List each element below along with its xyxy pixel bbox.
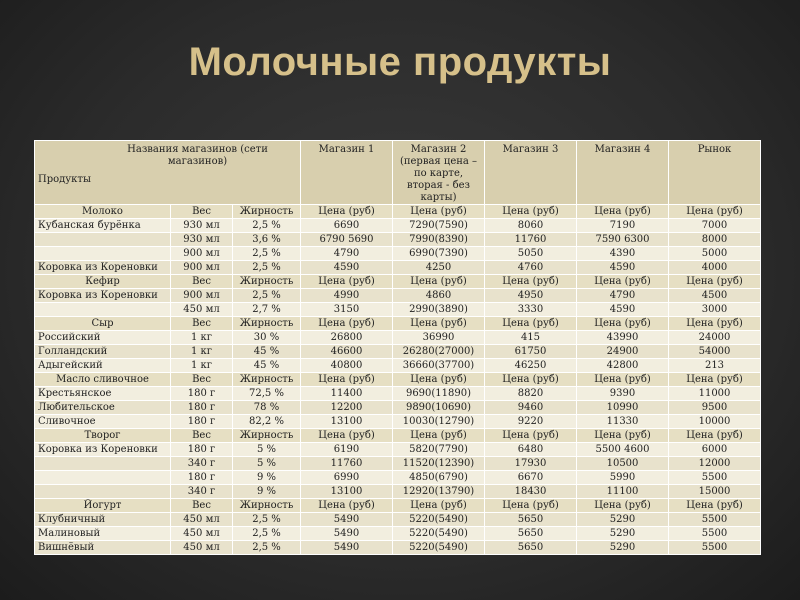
table-cell: 5500 [669,513,761,527]
table-cell: Цена (руб) [301,429,393,443]
product-name: Клубничный [35,513,171,527]
table-cell: 2,5 % [233,541,301,555]
table-cell: 6190 [301,443,393,457]
table-cell: 180 г [171,471,233,485]
table-cell: 930 мл [171,233,233,247]
table-cell: 6670 [485,471,577,485]
table-cell: Цена (руб) [393,373,485,387]
table-cell: Цена (руб) [301,499,393,513]
table-cell: 900 мл [171,247,233,261]
category-row [35,373,761,387]
table-cell: Цена (руб) [301,205,393,219]
table-cell: Вес [171,317,233,331]
table-row [35,303,761,317]
table-cell: Цена (руб) [393,499,485,513]
table-cell: 46600 [301,345,393,359]
header-corner [35,141,301,205]
category-name: Йогурт [35,499,171,513]
table-cell: 45 % [233,345,301,359]
product-name: Крестьянское [35,387,171,401]
product-name: Коровка из Кореновки [35,289,171,303]
table-cell: 5650 [485,541,577,555]
header-shops-label: Названия магазинов (сети магазинов) [127,144,268,167]
table-cell: 3150 [301,303,393,317]
table-cell: 4500 [669,289,761,303]
table-cell: 7190 [577,219,669,233]
table-cell: Цена (руб) [577,373,669,387]
table-cell: 213 [669,359,761,373]
table-cell: 12000 [669,457,761,471]
table-cell: 4590 [577,261,669,275]
table-cell: Жирность [233,499,301,513]
table-cell: Цена (руб) [301,373,393,387]
table-cell: Цена (руб) [669,317,761,331]
table-cell: 18430 [485,485,577,499]
table-row [35,457,761,471]
table-cell: 5290 [577,541,669,555]
table-cell: 7590 6300 [577,233,669,247]
category-name: Сыр [35,317,171,331]
table-cell: Цена (руб) [577,275,669,289]
table-cell: 78 % [233,401,301,415]
table-cell: 12200 [301,401,393,415]
table-cell: 5220(5490) [393,513,485,527]
table-cell: 2,5 % [233,219,301,233]
table-row [35,513,761,527]
table-cell: 5500 [669,527,761,541]
table-cell: 12920(13790) [393,485,485,499]
table-row [35,289,761,303]
table-row [35,247,761,261]
table-cell: 4760 [485,261,577,275]
product-name: Коровка из Кореновки [35,443,171,457]
table-cell: 2,5 % [233,261,301,275]
table-cell: 3,6 % [233,233,301,247]
table-cell: 5490 [301,527,393,541]
table-cell: Цена (руб) [485,429,577,443]
table-row [35,527,761,541]
table-cell: 930 мл [171,219,233,233]
table-cell: 11760 [485,233,577,247]
table-cell: 5490 [301,541,393,555]
table-cell: Цена (руб) [485,275,577,289]
table-cell: 1 кг [171,359,233,373]
category-row [35,275,761,289]
table-cell: Цена (руб) [485,499,577,513]
product-name: Кубанская бурёнка [35,219,171,233]
table-cell: 900 мл [171,289,233,303]
table-cell: 36660(37700) [393,359,485,373]
table-row [35,415,761,429]
table-cell: Цена (руб) [485,373,577,387]
header-store-3: Магазин 3 [485,141,577,205]
table-cell: 13100 [301,485,393,499]
table-cell: 5650 [485,527,577,541]
product-name: Любительское [35,401,171,415]
table-cell: Цена (руб) [577,317,669,331]
table-row [35,359,761,373]
table-cell: 4790 [301,247,393,261]
table-cell: 9890(10690) [393,401,485,415]
table-cell: Цена (руб) [669,275,761,289]
table-cell: Жирность [233,429,301,443]
table-cell: Цена (руб) [393,429,485,443]
table-cell: 9 % [233,471,301,485]
product-name: Сливочное [35,415,171,429]
table-cell: 180 г [171,443,233,457]
table-cell: 340 г [171,457,233,471]
table-cell: 10000 [669,415,761,429]
category-row [35,429,761,443]
table-cell: 5050 [485,247,577,261]
product-name [35,485,171,499]
table-cell: 1 кг [171,331,233,345]
table-cell: 26280(27000) [393,345,485,359]
table-cell: 2,5 % [233,289,301,303]
header-store-4: Магазин 4 [577,141,669,205]
table-cell: 2,5 % [233,247,301,261]
table-cell: Цена (руб) [669,205,761,219]
table-cell: 5650 [485,513,577,527]
table-cell: Цена (руб) [393,317,485,331]
category-row [35,205,761,219]
table-cell: 415 [485,331,577,345]
table-cell: 26800 [301,331,393,345]
table-cell: Жирность [233,373,301,387]
table-cell: 4000 [669,261,761,275]
table-cell: 9500 [669,401,761,415]
table-cell: Цена (руб) [485,317,577,331]
product-name [35,457,171,471]
table-cell: 2990(3890) [393,303,485,317]
table-cell: 5490 [301,513,393,527]
table-cell: 54000 [669,345,761,359]
table-cell: 6790 5690 [301,233,393,247]
product-name [35,247,171,261]
table-cell: 3330 [485,303,577,317]
table-body [35,205,761,555]
product-name [35,303,171,317]
table-cell: 5500 [669,541,761,555]
table-cell: 7990(8390) [393,233,485,247]
table-cell: 5000 [669,247,761,261]
table-cell: 900 мл [171,261,233,275]
table-cell: Цена (руб) [669,373,761,387]
table-row [35,219,761,233]
table-cell: 42800 [577,359,669,373]
table-cell: 2,5 % [233,527,301,541]
table-cell: 61750 [485,345,577,359]
table-cell: Цена (руб) [577,429,669,443]
category-name: Творог [35,429,171,443]
table-cell: 72,5 % [233,387,301,401]
table-cell: 180 г [171,387,233,401]
table-cell: 5500 [669,471,761,485]
product-name: Адыгейский [35,359,171,373]
table-cell: 5820(7790) [393,443,485,457]
table-row [35,345,761,359]
table-cell: Жирность [233,205,301,219]
table-cell: Цена (руб) [485,205,577,219]
table-row [35,485,761,499]
table-cell: 4590 [577,303,669,317]
table-cell: 10990 [577,401,669,415]
table-cell: 4790 [577,289,669,303]
table-row [35,541,761,555]
product-name: Российский [35,331,171,345]
table-cell: 24900 [577,345,669,359]
table-cell: 45 % [233,359,301,373]
table-cell: 30 % [233,331,301,345]
table-cell: 11000 [669,387,761,401]
table-cell: 340 г [171,485,233,499]
table-cell: Цена (руб) [393,275,485,289]
table-cell: 5290 [577,527,669,541]
product-name [35,471,171,485]
price-table-container [34,140,761,555]
table-cell: 40800 [301,359,393,373]
table-row [35,331,761,345]
table-cell: 17930 [485,457,577,471]
table-cell: 36990 [393,331,485,345]
table-cell: 9690(11890) [393,387,485,401]
table-cell: Вес [171,205,233,219]
table-cell: 5990 [577,471,669,485]
category-row [35,317,761,331]
product-name: Малиновый [35,527,171,541]
table-cell: 24000 [669,331,761,345]
table-cell: 4950 [485,289,577,303]
header-store-2: Магазин 2 (первая цена – по карте, вторая - без карты) [393,141,485,205]
table-cell: 5220(5490) [393,541,485,555]
table-cell: 11100 [577,485,669,499]
table-cell: 4850(6790) [393,471,485,485]
table-cell: 7000 [669,219,761,233]
table-cell: Цена (руб) [669,429,761,443]
table-cell: 180 г [171,401,233,415]
table-cell: 13100 [301,415,393,429]
table-cell: 4390 [577,247,669,261]
table-cell: 82,2 % [233,415,301,429]
table-cell: 5290 [577,513,669,527]
table-cell: 8820 [485,387,577,401]
table-cell: 450 мл [171,513,233,527]
product-name [35,233,171,247]
table-cell: 5 % [233,457,301,471]
table-cell: 10030(12790) [393,415,485,429]
table-cell: 180 г [171,415,233,429]
table-row [35,387,761,401]
table-cell: 46250 [485,359,577,373]
table-cell: 11400 [301,387,393,401]
table-cell: Жирность [233,275,301,289]
header-store-market: Рынок [669,141,761,205]
table-cell: 8060 [485,219,577,233]
table-cell: 11520(12390) [393,457,485,471]
category-row [35,499,761,513]
table-cell: 5500 4600 [577,443,669,457]
table-cell: Цена (руб) [301,317,393,331]
table-cell: Цена (руб) [669,499,761,513]
table-cell: 4250 [393,261,485,275]
category-name: Кефир [35,275,171,289]
table-cell: 5220(5490) [393,527,485,541]
price-table [34,140,761,555]
category-name: Молоко [35,205,171,219]
table-cell: Вес [171,275,233,289]
table-cell: Вес [171,499,233,513]
table-row [35,401,761,415]
table-cell: 8000 [669,233,761,247]
table-cell: 6690 [301,219,393,233]
table-cell: 2,5 % [233,513,301,527]
table-cell: 6000 [669,443,761,457]
table-cell: 450 мл [171,303,233,317]
table-cell: Цена (руб) [393,205,485,219]
header-store-1: Магазин 1 [301,141,393,205]
table-cell: 9220 [485,415,577,429]
table-row [35,471,761,485]
table-cell: 6990 [301,471,393,485]
slide-title: Молочные продукты [188,40,612,84]
table-cell: 7290(7590) [393,219,485,233]
table-cell: 3000 [669,303,761,317]
table-row [35,261,761,275]
table-cell: Вес [171,373,233,387]
table-cell: 4990 [301,289,393,303]
table-cell: 9390 [577,387,669,401]
table-cell: 6480 [485,443,577,457]
table-cell: Вес [171,429,233,443]
table-cell: 11760 [301,457,393,471]
table-cell: 10500 [577,457,669,471]
table-cell: 9460 [485,401,577,415]
product-name: Голландский [35,345,171,359]
table-cell: 4860 [393,289,485,303]
product-name: Коровка из Кореновки [35,261,171,275]
table-cell: 4590 [301,261,393,275]
table-cell: 450 мл [171,541,233,555]
category-name: Масло сливочное [35,373,171,387]
table-cell: 43990 [577,331,669,345]
table-cell: Цена (руб) [577,499,669,513]
table-cell: Цена (руб) [301,275,393,289]
table-cell: 11330 [577,415,669,429]
table-cell: 450 мл [171,527,233,541]
table-cell: 1 кг [171,345,233,359]
table-cell: Цена (руб) [577,205,669,219]
table-cell: 6990(7390) [393,247,485,261]
table-cell: 15000 [669,485,761,499]
table-row [35,443,761,457]
header-row [35,141,761,205]
table-cell: 9 % [233,485,301,499]
table-cell: 2,7 % [233,303,301,317]
table-cell: Жирность [233,317,301,331]
product-name: Вишнёвый [35,541,171,555]
table-cell: 5 % [233,443,301,457]
header-products-label: Продукты [38,174,91,185]
table-row [35,233,761,247]
